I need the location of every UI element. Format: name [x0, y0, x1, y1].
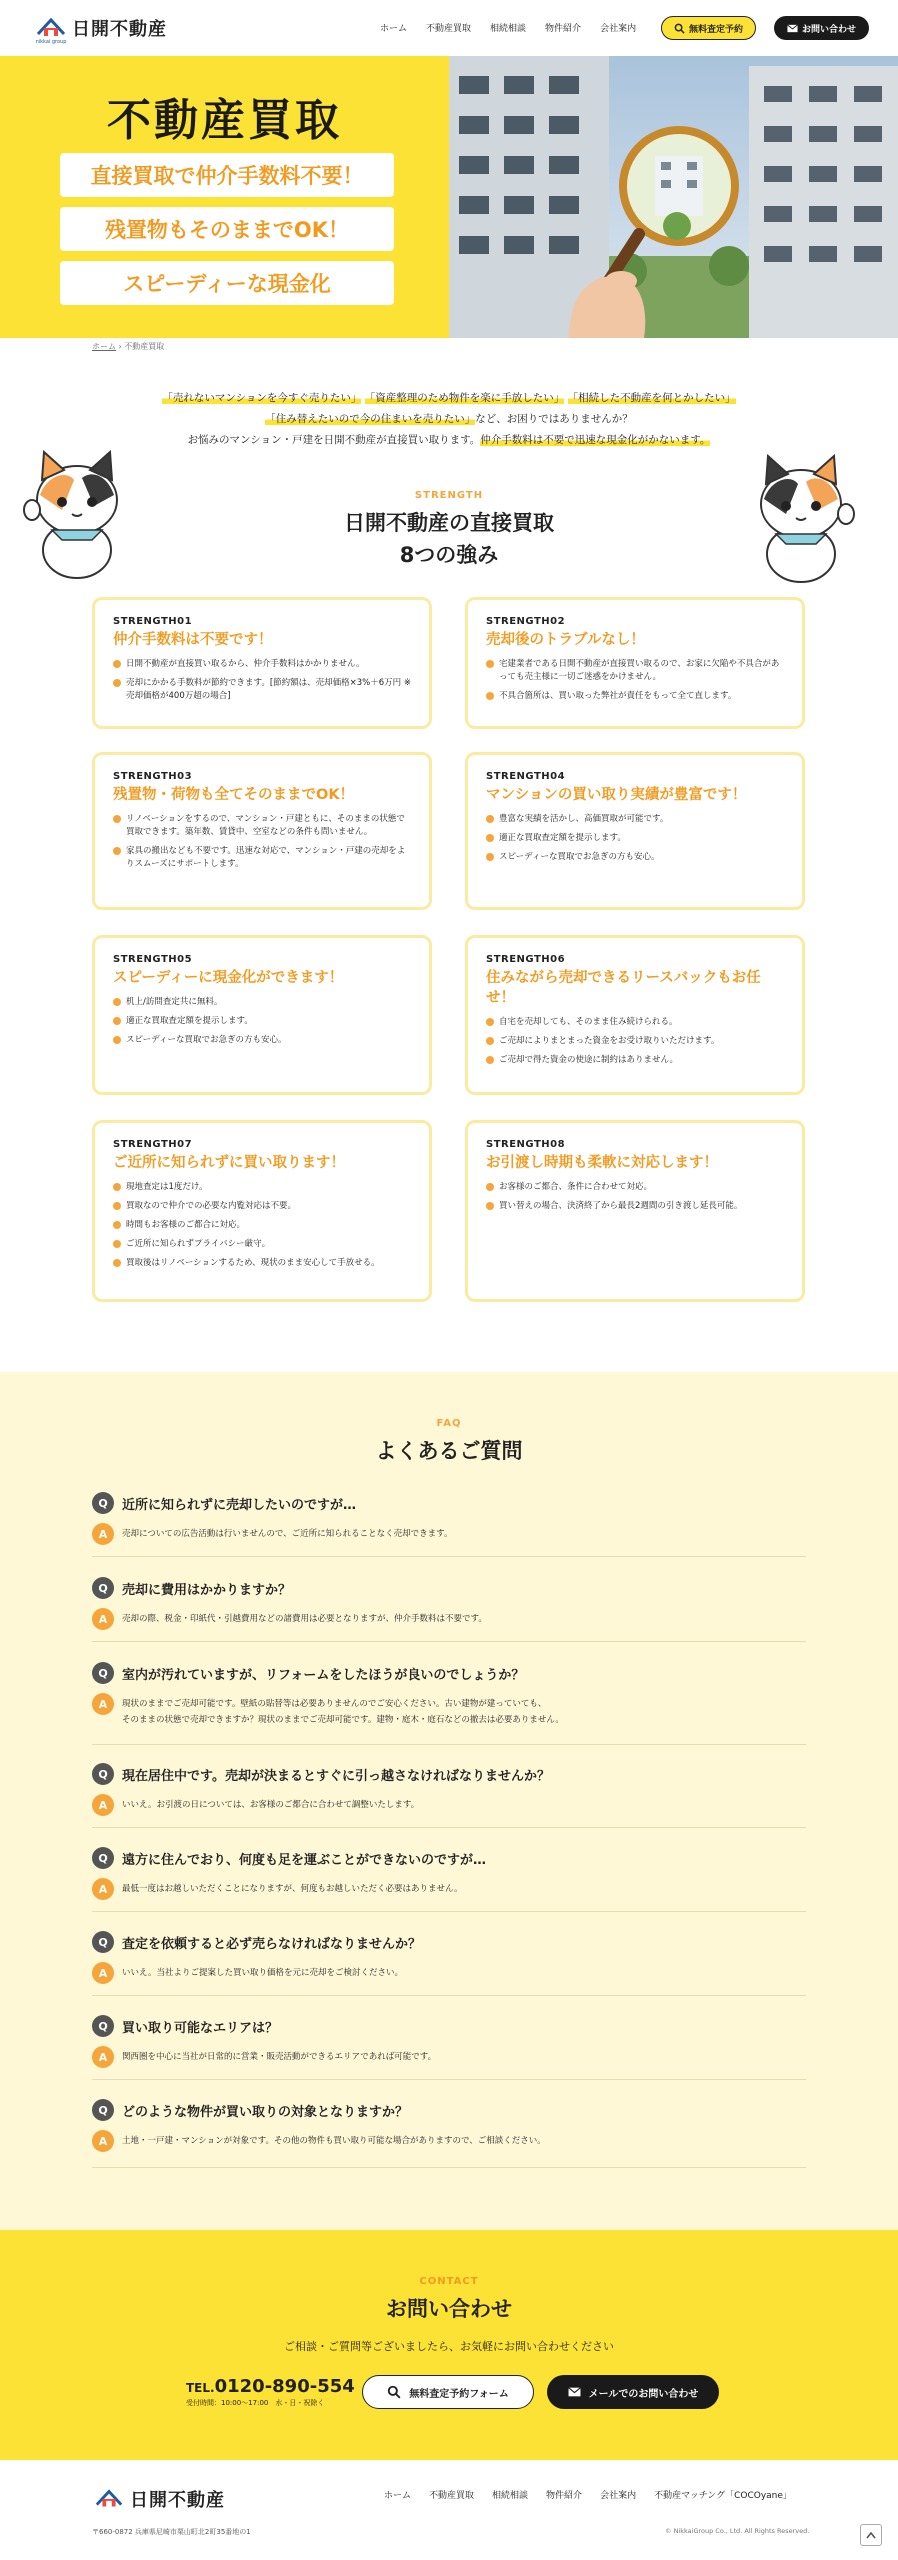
- strength-point: 買取なので仲介での必要な内覧対応は不要。: [113, 1200, 413, 1213]
- faq-answer: 現状のままでご売却可能です。壁紙の貼替等は必要ありませんのでご安心ください。古い建物が建っていても、: [122, 1699, 547, 1709]
- faq-item-3[interactable]: [92, 1661, 806, 1745]
- question-badge: Q: [92, 1847, 114, 1869]
- footer-nav-company[interactable]: 会社案内: [600, 2491, 637, 2501]
- logo-mark-icon: [34, 12, 68, 44]
- hero-pill-2: 残置物もそのままでOK！: [60, 207, 394, 251]
- site-footer: [0, 2460, 898, 2560]
- faq-question: 遠方に住んでおり、何度も足を運ぶことができないのですが…: [122, 1852, 487, 1868]
- intro-hl-4: 「住み替えたいので今の住まいを売りたい」: [265, 413, 476, 425]
- logo-text: 日開不動産: [72, 19, 167, 40]
- strength-number: STRENGTH06: [486, 954, 566, 965]
- question-badge: Q: [92, 1931, 114, 1953]
- phone-block[interactable]: [186, 2376, 355, 2408]
- faq-item-1[interactable]: [92, 1491, 806, 1557]
- strength-card-01: [92, 597, 432, 729]
- strength-title: 仲介手数料は不要です！: [113, 632, 273, 648]
- intro-hl-1: 「売れないマンションを今すぐ売りたい」: [162, 392, 362, 404]
- breadcrumb-home[interactable]: ホーム: [92, 342, 116, 351]
- faq-question: 現在居住中です。売却が決まるとすぐに引っ越さなければなりませんか？: [122, 1768, 550, 1784]
- faq-item-5[interactable]: [92, 1846, 806, 1912]
- faq-answer: 売却についての広告活動は行いませんので、ご近所に知られることなく売却できます。: [122, 1529, 453, 1539]
- footer-address: 〒660-0872 兵庫県尼崎市栗山町北2町35番地の1: [92, 2528, 251, 2536]
- question-badge: Q: [92, 1662, 114, 1684]
- strength-title-line2: 8つの強み: [399, 543, 499, 567]
- intro-hl-5: 仲介手数料は不要で迅速な現金化がかないます。: [480, 434, 711, 446]
- strength-title: お引渡し時期も柔軟に対応します！: [486, 1155, 718, 1171]
- copyright: © NikkaiGroup Co., Ltd. All Rights Reserved.: [665, 2527, 810, 2535]
- strength-title-line1: 日開不動産の直接買取: [344, 511, 554, 535]
- strength-point: リノベーションをするので、マンション・戸建ともに、そのままの状態で買取できます。築年数、賃貸中、空室などの条件も問いません。: [113, 813, 413, 839]
- estimate-form-button[interactable]: [362, 2375, 534, 2409]
- strength-point: 時間もお客様のご都合に対応。: [113, 1219, 413, 1232]
- strength-point: お客様のご都合、条件に合わせて対応。: [486, 1181, 786, 1194]
- hero-section: [0, 56, 898, 338]
- strength-heading: [0, 490, 898, 571]
- strength-point: 机上/訪問査定共に無料。: [113, 996, 413, 1009]
- strength-point: 買取後はリノベーションするため、現状のまま安心して手放せる。: [113, 1257, 413, 1270]
- strength-point: スピーディーな買取でお急ぎの方も安心。: [486, 851, 786, 864]
- contact-label: お問い合わせ: [801, 24, 856, 35]
- contact-button[interactable]: [774, 16, 869, 40]
- faq-item-7[interactable]: [92, 2014, 806, 2080]
- footer-logo-text: 日開不動産: [130, 2490, 225, 2511]
- answer-badge: A: [92, 2130, 114, 2152]
- search-icon: [387, 2385, 401, 2399]
- tel-label: TEL.: [186, 2381, 215, 2395]
- strength-card-04: [465, 752, 805, 910]
- strength-point: 買い替えの場合、決済終了から最長2週間の引き渡し延長可能。: [486, 1200, 786, 1213]
- footer-logo[interactable]: [92, 2484, 225, 2514]
- building-magnifier-illustration: [449, 56, 898, 338]
- site-logo[interactable]: [34, 12, 167, 44]
- strength-number: STRENGTH01: [113, 616, 193, 627]
- strength-point: 自宅を売却しても、そのまま住み続けられる。: [486, 1016, 786, 1029]
- strength-point: 豊富な実績を活かし、高価買取が可能です。: [486, 813, 786, 826]
- mail-icon: [787, 24, 798, 33]
- footer-nav-matching[interactable]: 不動産マッチング「COCOyane」: [654, 2491, 792, 2501]
- faq-question: どのような物件が買い取りの対象となりますか？: [122, 2104, 409, 2120]
- faq-question: 査定を依頼すると必ず売らなければなりませんか？: [122, 1936, 422, 1952]
- breadcrumb: [92, 341, 164, 352]
- faq-item-2[interactable]: [92, 1576, 806, 1642]
- strength-eyebrow: STRENGTH: [414, 490, 484, 501]
- strength-point: スピーディーな買取でお急ぎの方も安心。: [113, 1034, 413, 1047]
- strength-title: 住みながら売却できるリースバックもお任せ！: [486, 970, 761, 1006]
- strength-point: 適正な買取査定額を提示します。: [486, 832, 786, 845]
- nav-inheritance[interactable]: 相続相談: [490, 24, 527, 34]
- logo-mark-icon: [92, 2484, 126, 2514]
- contact-title: お問い合わせ: [386, 2297, 512, 2321]
- strength-number: STRENGTH04: [486, 771, 566, 782]
- footer-nav-buyback[interactable]: 不動産買取: [429, 2491, 475, 2501]
- strength-point: ご売却によりまとまった資金をお受け取りいただけます。: [486, 1035, 786, 1048]
- strength-title: マンションの買い取り実績が豊富です！: [486, 787, 747, 803]
- strength-card-07: [92, 1120, 432, 1302]
- strength-title: スピーディーに現金化ができます！: [113, 970, 344, 986]
- faq-heading: [0, 1418, 898, 1467]
- faq-eyebrow: FAQ: [436, 1418, 462, 1429]
- faq-question: 買い取り可能なエリアは？: [122, 2020, 279, 2036]
- back-to-top-button[interactable]: [860, 2524, 882, 2546]
- hero-pill-3: スピーディーな現金化: [60, 261, 394, 305]
- intro-hl-3: 「相続した不動産を何とかしたい」: [567, 392, 736, 404]
- faq-answer: そのままの状態で売却できますか？現状のままでご売却可能です。建物・庭木・庭石などの撤去は必要ありません。: [122, 1715, 564, 1725]
- strength-title: 売却後のトラブルなし！: [486, 632, 645, 648]
- strength-point: 家具の搬出なども不要です。迅速な対応で、マンション・戸建の売却をよりスムーズにサポートします。: [113, 845, 413, 871]
- strength-card-05: [92, 935, 432, 1095]
- free-estimate-button[interactable]: [661, 16, 756, 40]
- intro-hl-2: 「資産整理のため物件を楽に手放したい」: [364, 392, 565, 404]
- footer-nav-home[interactable]: ホーム: [384, 2491, 412, 2501]
- phone-number: 0120-890-554: [214, 2376, 355, 2397]
- faq-answer: いいえ。当社よりご提案した買い取り価格を元に売却をご検討ください。: [122, 1968, 404, 1978]
- strength-point: 日開不動産が直接買い取るから、仲介手数料はかかりません。: [113, 658, 413, 671]
- site-header: [0, 0, 898, 56]
- faq-item-8[interactable]: [92, 2098, 806, 2168]
- intro-line2-rest: など、お困りではありませんか？: [475, 413, 633, 425]
- answer-badge: A: [92, 2046, 114, 2068]
- faq-item-6[interactable]: [92, 1930, 806, 1996]
- hero-left-panel: [0, 56, 449, 338]
- question-badge: Q: [92, 1763, 114, 1785]
- faq-question: 室内が汚れていますが、リフォームをしたほうが良いのでしょうか？: [122, 1667, 525, 1683]
- strength-point: ご近所に知られずプライバシー厳守。: [113, 1238, 413, 1251]
- logo-sub-text: nikkai group: [35, 39, 67, 44]
- intro-line3-rest: お悩みのマンション・戸建を日開不動産が直接買い取ります。: [187, 434, 481, 446]
- strength-number: STRENGTH03: [113, 771, 193, 782]
- nav-properties[interactable]: 物件紹介: [545, 24, 582, 34]
- faq-answer: 関西圏を中心に当社が日常的に営業・販売活動ができるエリアであれば可能です。: [122, 2052, 437, 2062]
- question-badge: Q: [92, 1577, 114, 1599]
- strength-card-06: [465, 935, 805, 1095]
- answer-badge: A: [92, 1608, 114, 1630]
- footer-nav-properties[interactable]: 物件紹介: [546, 2491, 583, 2501]
- faq-question: 近所に知られずに売却したいのですが…: [122, 1497, 357, 1513]
- strength-point: ご売却で得た資金の使途に制約はありません。: [486, 1054, 786, 1067]
- estimate-form-label: 無料査定予約フォーム: [409, 2388, 509, 2400]
- answer-badge: A: [92, 1523, 114, 1545]
- main-nav: [380, 21, 636, 34]
- mail-icon: [568, 2387, 581, 2397]
- strength-title: 残置物・荷物も全てそのままでOK！: [113, 787, 355, 803]
- strength-title: ご近所に知られずに買い取ります！: [113, 1155, 345, 1171]
- strength-point: 現地査定は1度だけ。: [113, 1181, 413, 1194]
- faq-title: よくあるご質問: [375, 1439, 523, 1463]
- strength-number: STRENGTH08: [486, 1139, 566, 1150]
- intro-text: [0, 388, 898, 451]
- breadcrumb-separator: ›: [116, 342, 125, 351]
- nav-buyback[interactable]: 不動産買取: [426, 24, 472, 34]
- question-badge: Q: [92, 1492, 114, 1514]
- answer-badge: A: [92, 1794, 114, 1816]
- strength-number: STRENGTH02: [486, 616, 566, 627]
- breadcrumb-current: 不動産買取: [124, 342, 165, 351]
- strength-point: 宅建業者である日開不動産が直接買い取るので、お家に欠陥や不具合があっても売主様に一切ご迷惑をかけません。: [486, 658, 786, 684]
- contact-section: [0, 2230, 898, 2460]
- answer-badge: A: [92, 1962, 114, 1984]
- hero-pill-1: 直接買取で仲介手数料不要！: [60, 153, 394, 197]
- footer-nav: [384, 2488, 792, 2501]
- faq-answer: 土地・一戸建・マンションが対象です。その他の物件も買い取り可能な場合がありますので、ご相談ください。: [122, 2136, 546, 2146]
- faq-answer: いいえ。お引渡の日については、お客様のご都合に合わせて調整いたします。: [122, 1800, 420, 1810]
- strength-point: 不具合箇所は、買い取った弊社が責任をもって全て直します。: [486, 690, 786, 703]
- hero-title: 不動産買取: [107, 95, 342, 146]
- contact-subtitle: ご相談・ご質問等ございましたら、お気軽にお問い合わせください: [284, 2340, 614, 2353]
- strength-point: 適正な買取査定額を提示します。: [113, 1015, 413, 1028]
- strength-number: STRENGTH05: [113, 954, 193, 965]
- hero-image: [449, 56, 898, 338]
- arrow-up-icon: [866, 2531, 876, 2539]
- email-contact-label: メールでのお問い合わせ: [588, 2388, 699, 2400]
- business-hours: 受付時間：10:00〜17:00 水・日・祝除く: [186, 2399, 325, 2407]
- question-badge: Q: [92, 2015, 114, 2037]
- faq-answer: 最低一度はお越しいただくことになりますが、何度もお越しいただく必要はありません。: [122, 1884, 463, 1894]
- strength-card-02: [465, 597, 805, 729]
- nav-company[interactable]: 会社案内: [600, 24, 637, 34]
- strength-number: STRENGTH07: [113, 1139, 193, 1150]
- strength-card-08: [465, 1120, 805, 1302]
- nav-home[interactable]: ホーム: [380, 24, 408, 34]
- faq-item-4[interactable]: [92, 1762, 806, 1828]
- answer-badge: A: [92, 1693, 114, 1715]
- footer-nav-inheritance[interactable]: 相続相談: [492, 2491, 529, 2501]
- free-estimate-label: 無料査定予約: [688, 24, 743, 35]
- faq-answer: 売却の際、税金・印紙代・引越費用などの諸費用は必要となりますが、仲介手数料は不要です。: [122, 1614, 487, 1624]
- strength-point: 売却にかかる手数料が節約できます。[節約額は、売却価格×3%＋6万円 ※売却価格が400万超の場合]: [113, 677, 413, 703]
- faq-question: 売却に費用はかかりますか？: [122, 1582, 292, 1598]
- contact-eyebrow: CONTACT: [419, 2276, 479, 2287]
- answer-badge: A: [92, 1878, 114, 1900]
- strength-card-03: [92, 752, 432, 910]
- question-badge: Q: [92, 2099, 114, 2121]
- email-contact-button[interactable]: [547, 2375, 719, 2409]
- search-icon: [674, 23, 685, 34]
